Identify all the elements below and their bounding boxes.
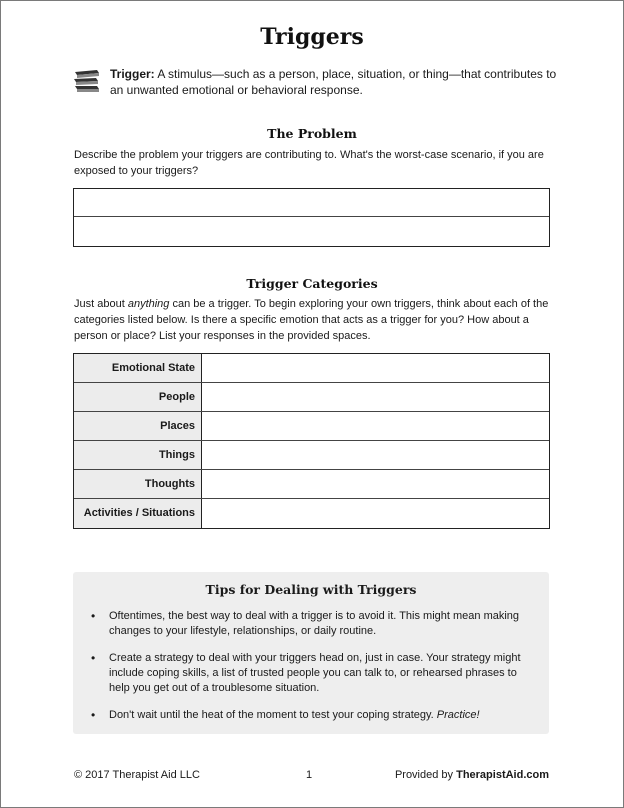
tip-emphasis: Practice! [436,709,480,721]
category-response-cell[interactable] [202,354,549,382]
list-item: • Create a strategy to deal with your triggers head on, just in case. Your strategy might include coping skills, a list of trusted people you can talk to, or rehearsed phrases to help you get out of a troublesome situation. [109,651,529,696]
category-label: Things [74,441,202,469]
intro-part1: Just about [74,298,128,310]
category-label: People [74,383,202,411]
categories-heading: Trigger Categories [246,276,378,291]
category-response-cell[interactable] [202,441,549,469]
problem-answer-box [73,188,550,247]
intro-part2: can be a trigger. To begin exploring your own triggers, think about each of the categories listed below. Is there a specific emotion that acts as a trigger for you? How about a person or place? List your responses in the provided spaces. [74,298,549,342]
problem-answer-line[interactable] [74,217,549,245]
definition-text: A stimulus—such as a person, place, situation, or thing—that contributes to an unwanted emotional or behavioral response. [110,67,557,97]
trigger-definition [110,66,560,98]
provided-by-label: Provided by [394,769,457,781]
book-stack-icon [72,68,102,94]
table-row [74,412,549,441]
tip-text: Don't wait until the heat of the moment to test your coping strategy. [109,709,437,721]
problem-answer-line[interactable] [74,189,549,217]
problem-heading: The Problem [267,126,357,141]
tips-list [73,609,549,723]
table-row [74,354,549,383]
tips-heading: Tips for Dealing with Triggers [205,582,417,597]
intro-emphasis: anything [127,298,170,310]
category-label: Activities / Situations [74,499,202,528]
problem-description: Describe the problem your triggers are contributing to. What's the worst-case scenario, if you are exposed to your triggers? [74,149,544,177]
category-label: Emotional State [74,354,202,382]
footer-page-number: 1 [306,769,313,781]
table-row [74,383,549,412]
page-title: Triggers [260,24,364,50]
trigger-categories-table [73,353,550,529]
category-label: Places [74,412,202,440]
tips-box [73,572,549,734]
table-row [74,441,549,470]
category-response-cell[interactable] [202,470,549,498]
category-response-cell[interactable] [202,499,549,528]
table-row [74,499,549,528]
footer-copyright: © 2017 Therapist Aid LLC [74,769,200,781]
category-label: Thoughts [74,470,202,498]
table-row [74,470,549,499]
footer-brand: TherapistAid.com [456,769,549,781]
list-item: • Oftentimes, the best way to deal with a trigger is to avoid it. This might mean making changes to your lifestyle, relationships, or daily routine. [109,609,529,639]
categories-intro [74,296,554,344]
category-response-cell[interactable] [202,383,549,411]
list-item [109,708,529,723]
category-response-cell[interactable] [202,412,549,440]
definition-term: Trigger: [110,67,155,81]
footer-provided-by [395,769,549,781]
